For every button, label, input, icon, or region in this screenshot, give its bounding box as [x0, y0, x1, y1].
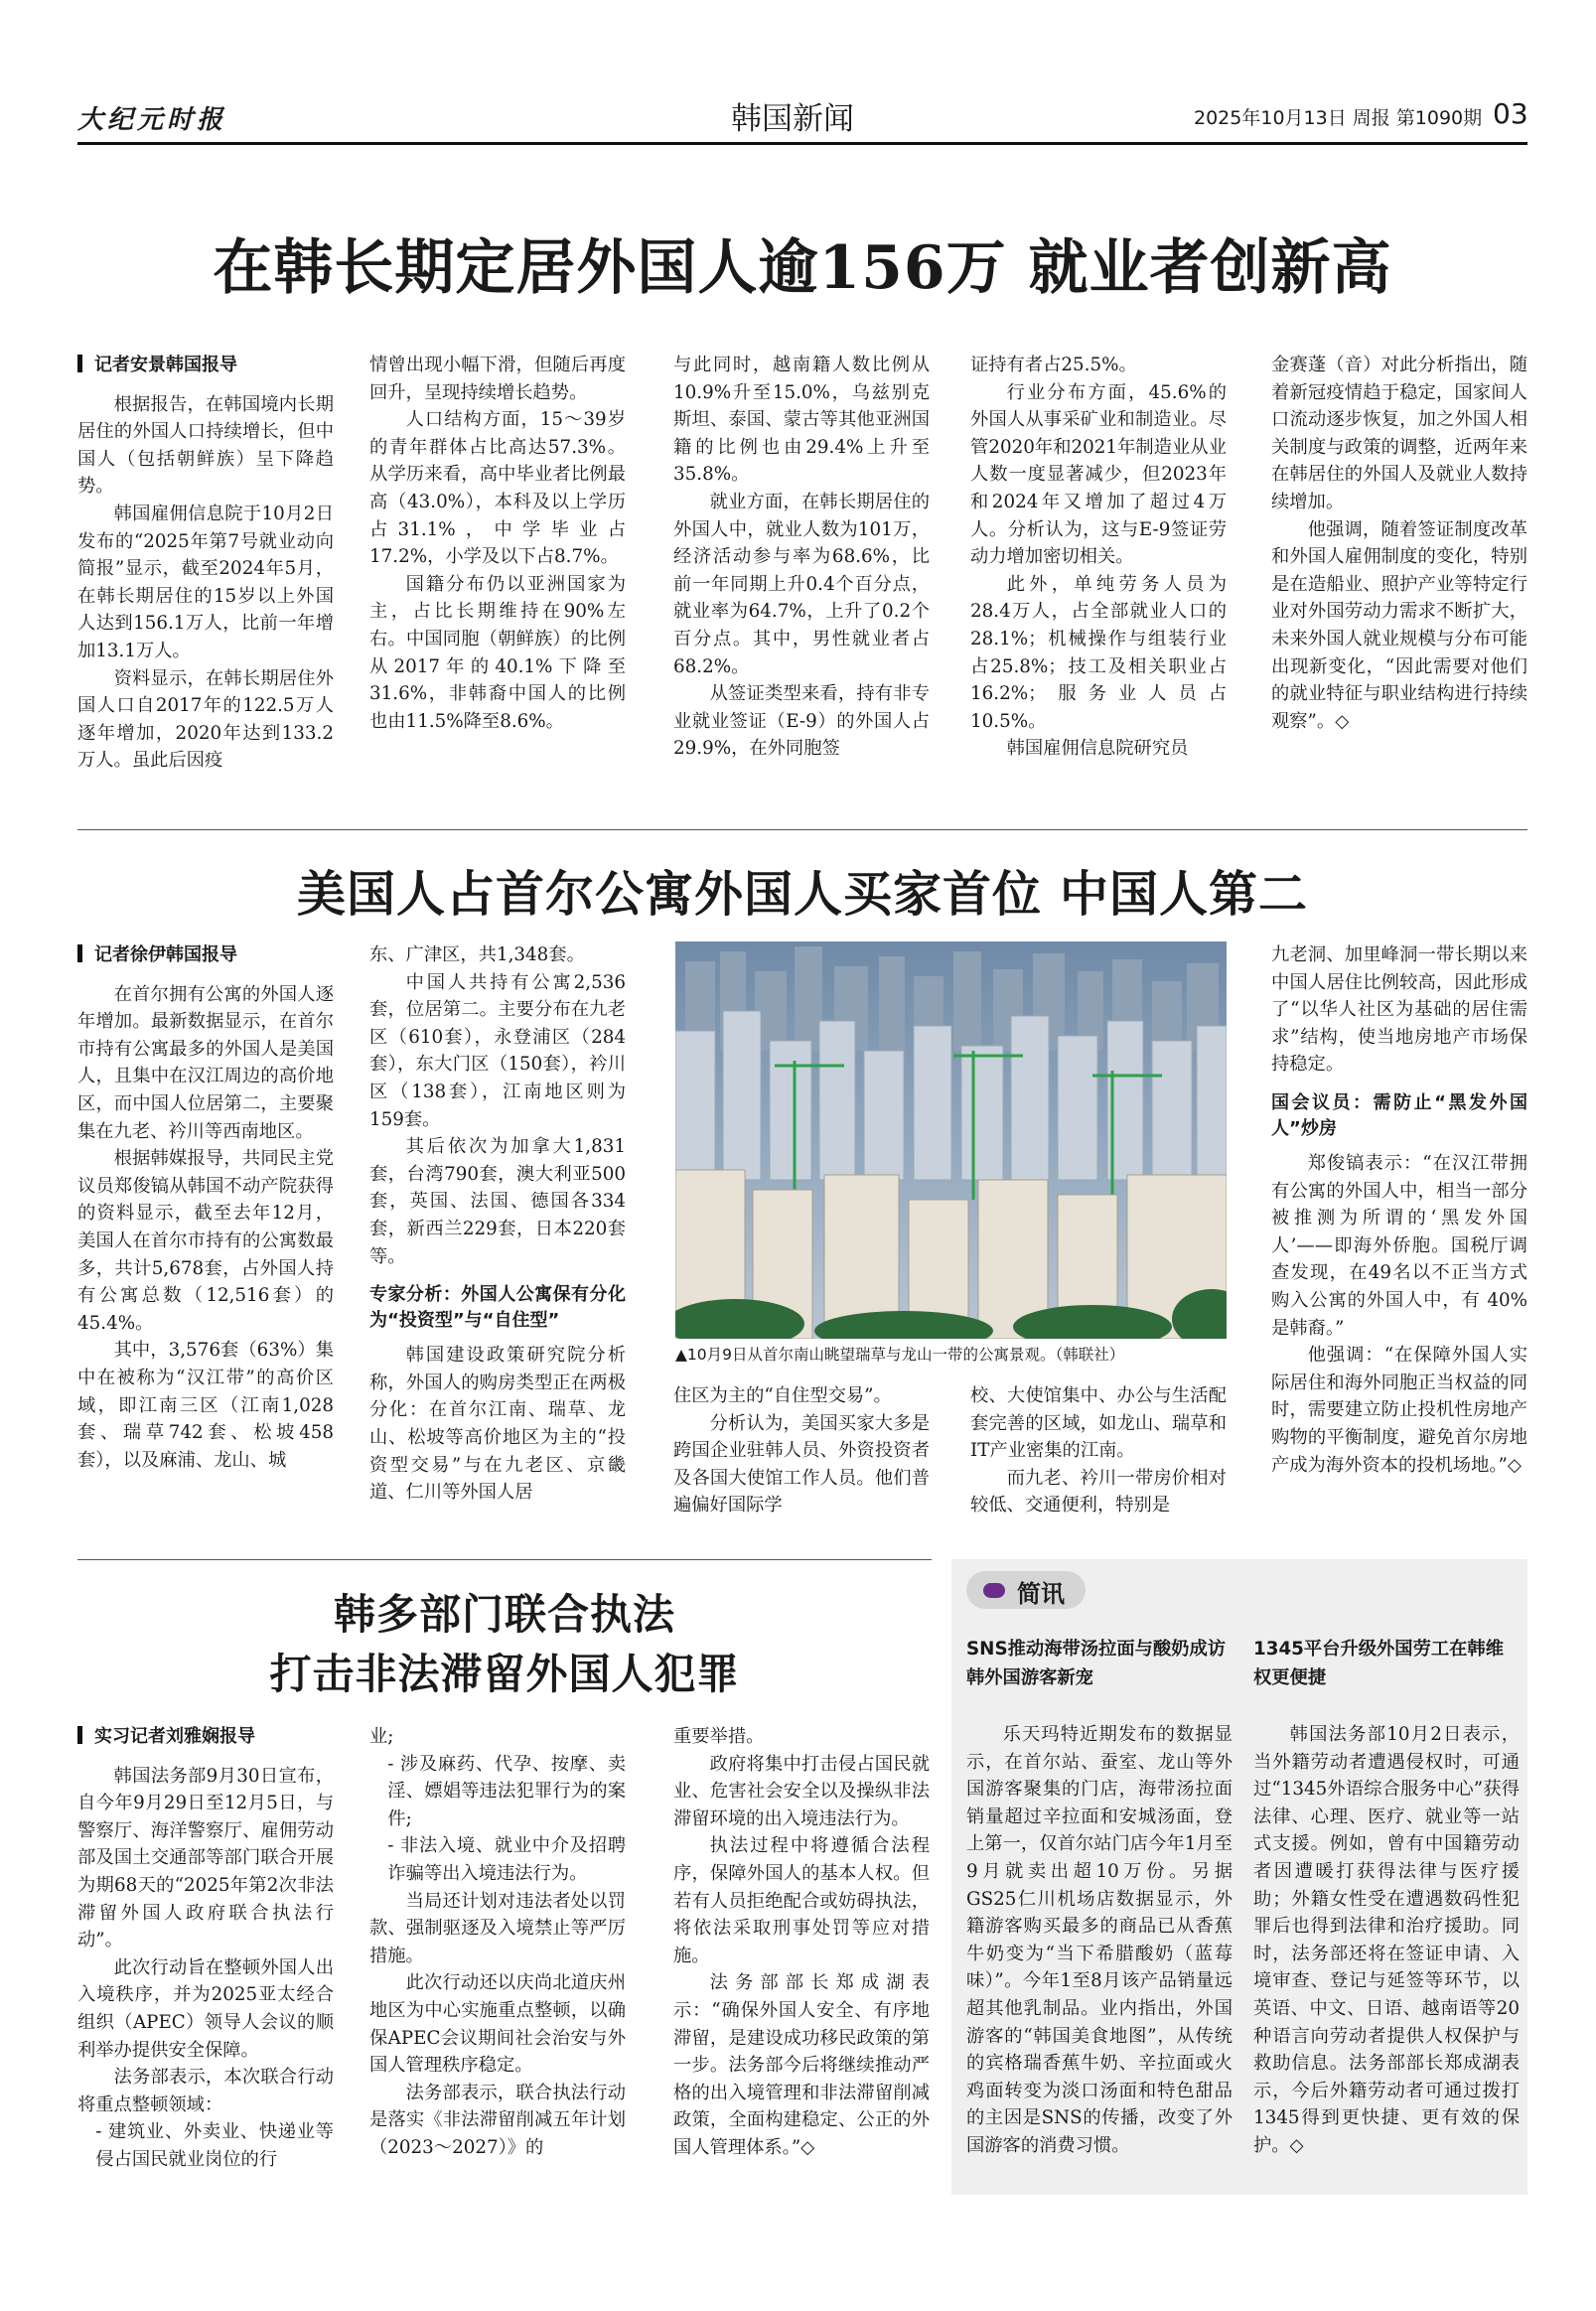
- paragraph: 中国人共持有公寓2,536套，位居第二。主要分布在九老区（610套），永登浦区（284套），东大门区（150套），衿川区（138套），江南地区则为159套。: [369, 971, 626, 1130]
- article3-headline-line2: 打击非法滞留外国人犯罪: [269, 1650, 740, 1698]
- brief1-body: [966, 1721, 1233, 2160]
- paragraph: 而九老、衿川一带房价相对较低、交通便利，特别是: [970, 1467, 1227, 1517]
- paragraph: 其后依次为加拿大1,831套，台湾790套，澳大利亚500套，英国、法国、德国各334套，新西兰229套，日本220套等。: [369, 1136, 626, 1267]
- paragraph: 当局还计划对违法者处以罚款、强制驱逐及入境禁止等严厉措施。: [369, 1890, 626, 1966]
- paragraph: 乐天玛特近期发布的数据显示，在首尔站、蚕室、龙山等外国游客聚集的门店，海带汤拉面销量超过辛拉面和安城汤面，登上第一，仅首尔站门店今年1月至9月就卖出超10万份。另据GS25仁川机场店数据显示，外籍游客购买最多的商品已从香蕉牛奶变为“当下希腊酸奶（蓝莓味）”。今年1至8月该产品销量远超其他乳制品。业内指出，外国游客的“韩国美食地图”，从传统的宾格瑞香蕉牛奶、辛拉面或火鸡面转变为淡口汤面和特色甜品的主因是SNS的传播，改变了外国游客的消费习惯。: [966, 1724, 1233, 2156]
- article2-column-2: [369, 941, 626, 1507]
- paragraph: 法务部部长郑成湖表示：“确保外国人安全、有序地滞留，是建设成功移民政策的第一步。法务部今后将继续推动严格的出入境管理和非法滞留削减政策，全面构建稳定、公正的外国人管理体系。”◇: [673, 1972, 930, 2158]
- article2-column-1: [77, 941, 334, 1474]
- article1-byline-text: 记者安景韩国报导: [94, 355, 237, 375]
- article3-byline: [77, 1723, 334, 1751]
- paragraph: 此外，单纯劳务人员为28.4万人，占全部就业人口的28.1%；机械操作与组装行业占25.8%；技工及相关职业占16.2%；服务业人员占10.5%。: [970, 573, 1227, 732]
- article2-column-4: [970, 1382, 1227, 1519]
- paragraph: 资料显示，在韩长期居住外国人口自2017年的122.5万人逐年增加，2020年达到133.2万人。虽此后因疫: [77, 667, 334, 772]
- article3-column-1: [77, 1723, 334, 2174]
- masthead-logo: 大纪元时报: [77, 105, 227, 135]
- paragraph: 根据韩媒报导，共同民主党议员郑俊镐从韩国不动产院获得的资料显示，截至去年12月，美国人在首尔市持有的公寓数最多，共计5,678套，占外国人持有公寓总数（12,516套）的45.4%。: [77, 1148, 334, 1334]
- paragraph: 从签证类型来看，持有非专业就业签证（E-9）的外国人占29.9%，在外同胞签: [673, 683, 930, 760]
- paragraph: 其中，3,576套（63%）集中在被称为“汉江带”的高价区域，即江南三区（江南1,028套、瑞草742套、松坡458套），以及麻浦、龙山、城: [77, 1340, 334, 1471]
- paragraph: 重要举措。: [673, 1726, 765, 1747]
- list-item: - 建筑业、外卖业、快递业等侵占国民就业岗位的行: [95, 2121, 334, 2170]
- article2-subhead-expert: 专家分析：外国人公寓保有分化为“投资型”与“自住型”: [369, 1284, 626, 1332]
- paragraph: 根据报告，在韩国境内长期居住的外国人口持续增长，但中国人（包括朝鲜族）呈下降趋势。: [77, 393, 334, 498]
- paragraph: 东、广津区，共1,348套。: [369, 944, 585, 965]
- article1-column-1: [77, 352, 334, 775]
- paragraph: 政府将集中打击侵占国民就业、危害社会安全以及操纵非法滞留环境的出入境违法行为。: [673, 1753, 930, 1829]
- article3-headline-line1: 韩多部门联合执法: [333, 1590, 675, 1639]
- paragraph: 韩国雇佣信息院研究员: [1006, 738, 1189, 760]
- article3-column-3: [673, 1723, 930, 2162]
- section-divider: [77, 829, 1527, 830]
- apartment-photo: [675, 941, 1227, 1339]
- article3-byline-text: 实习记者刘雅娴报导: [94, 1726, 255, 1747]
- article1-column-2: [369, 352, 626, 735]
- paragraph: 人口结构方面，15～39岁的青年群体占比高达57.3%。从学历来看，高中毕业者比例最高（43.0%），本科及以上学历占31.1%，中学毕业占17.2%，小学及以下占8.7%。: [369, 409, 626, 568]
- paragraph: 他强调：“在保障外国人实际居住和海外同胞正当权益的同时，需要建立防止投机性房地产购物的平衡制度，避免首尔房地产成为海外资本的投机场地。”◇: [1271, 1345, 1527, 1476]
- paragraph: 韩国建设政策研究院分析称，外国人的购房类型正在两极分化：在首尔江南、瑞草、龙山、松坡等高价地区为主的“投资型交易”与在九老区、京畿道、仁川等外国人居: [369, 1345, 626, 1504]
- paragraph: 就业方面，在韩长期居住的外国人中，就业人数为101万，经济活动参与率为68.6%，比前一年同期上升0.4个百分点，就业率为64.7%，上升了0.2个百分点。其中，男性就业者占68.2%。: [673, 491, 930, 677]
- list-item: 业;: [369, 1726, 394, 1747]
- paragraph: 此次行动旨在整顿外国人出入境秩序，并为2025亚太经合组织（APEC）领导人会议的顺利举办提供安全保障。: [77, 1956, 334, 2061]
- paragraph: 校、大使馆集中、办公与生活配套完善的区域，如龙山、瑞草和IT产业密集的江南。: [970, 1385, 1227, 1462]
- header-rule: [77, 142, 1527, 145]
- article2-headline: 美国人占首尔公寓外国人买家首位 中国人第二: [296, 865, 1309, 923]
- byline-marker: [77, 355, 82, 372]
- paragraph: 九老洞、加里峰洞一带长期以来中国人居住比例较高，因此形成了“以华人社区为基础的居住需求”结构，使当地房地产市场保持稳定。: [1271, 944, 1527, 1076]
- paragraph: 与此同时，越南籍人数比例从10.9%升至15.0%，乌兹别克斯坦、泰国、蒙古等其他亚洲国籍的比例也由29.4%上升至35.8%。: [673, 355, 930, 486]
- byline-marker: [77, 944, 82, 962]
- article2-column-3: [673, 1382, 930, 1519]
- paragraph: 法务部表示，本次联合行动将重点整顿领域：: [77, 2067, 334, 2115]
- article3-column-2: [369, 1723, 626, 2162]
- paragraph: 情曾出现小幅下滑，但随后再度回升，呈现持续增长趋势。: [369, 355, 626, 403]
- paragraph: 在首尔拥有公寓的外国人逐年增加。最新数据显示，在首尔市持有公寓最多的外国人是美国人，且集中在汉江周边的高价地区，而中国人位居第二，主要聚集在九老、衿川等西南地区。: [77, 983, 334, 1142]
- article1-headline: 在韩长期定居外国人逾156万 就业者创新高: [213, 233, 1392, 303]
- paragraph: 国籍分布仍以亚洲国家为主，占比长期维持在90%左右。中国同胞（朝鲜族）的比例从2017年的40.1%下降至31.6%，非韩裔中国人的比例也由11.5%降至8.6%。: [369, 573, 626, 732]
- photo-caption: ▲10月9日从首尔南山眺望瑞草与龙山一带的公寓景观。（韩联社）: [675, 1346, 1125, 1364]
- article1-column-3: [673, 352, 930, 763]
- apartment-skyline-image: [675, 941, 1227, 1339]
- paragraph: 证持有者占25.5%。: [970, 355, 1137, 375]
- paragraph: 韩国法务部10月2日表示，当外籍劳动者遭遇侵权时，可通过“1345外语综合服务中心”获得法律、心理、医疗、就业等一站式支援。例如，曾有中国籍劳动者因遭暖打获得法律与医疗援助；外籍女性受在遭遇数码性犯罪后也得到法律和治疗援助。同时，法务部还将在签证申请、入境审查、登记与延签等环节，以英语、中文、日语、越南语等20种语言向劳动者提供人权保护与救助信息。法务部部长郑成湖表示，今后外籍劳动者可通过拨打1345得到更快捷、更有效的保护。◇: [1253, 1724, 1520, 2156]
- page-number: 03: [1493, 97, 1528, 130]
- list-item: - 非法入境、就业中介及招聘诈骗等出入境违法行为。: [387, 1835, 626, 1884]
- paragraph: 行业分布方面，45.6%的外国人从事采矿业和制造业。尽管2020年和2021年制造业从业人数一度显著减少，但2023年和2024年又增加了超过4万人。分析认为，这与E-9签证劳动力增加密切相关。: [970, 381, 1227, 568]
- paragraph: 郑俊镐表示：“在汉江带拥有公寓的外国人中，相当一部分被推测为所谓的‘黑发外国人’——即海外侨胞。国税厅调查发现，在49名以不正当方式购入公寓的外国人中，有 40% 是韩裔。”: [1271, 1152, 1527, 1339]
- article1-column-4: [970, 352, 1227, 763]
- briefs-title: 简讯: [1017, 1580, 1065, 1608]
- paragraph: 韩国法务部9月30日宣布，自今年9月29日至12月5日，与警察厅、海洋警察厅、雇佣劳动部及国土交通部等部门联合开展为期68天的“2025年第2次非法滞留外国人政府联合执法行动”。: [77, 1765, 334, 1951]
- byline-marker: [77, 1726, 82, 1744]
- brief1-title: SNS推动海带汤拉面与酸奶成访韩外国游客新宠: [966, 1639, 1227, 1688]
- paragraph: 他强调，随着签证制度改革和外国人雇佣制度的变化，特别是在造船业、照护产业等特定行业对外国劳动力需求不断扩大，未来外国人就业规模与分布可能出现新变化，“因此需要对他们的就业特征与职业结构进行持续观察”。◇: [1271, 518, 1527, 732]
- article2-byline-text: 记者徐伊韩国报导: [94, 944, 237, 965]
- brief2-title: 1345平台升级外国劳工在韩维权更便捷: [1253, 1639, 1504, 1688]
- issue-dateline: 2025年10月13日 周报 第1090期: [1194, 107, 1483, 129]
- paragraph: 法务部表示，联合执法行动是落实《非法滞留削减五年计划（2023～2027）》的: [369, 2082, 626, 2158]
- paragraph: 此次行动还以庆尚北道庆州地区为中心实施重点整顿，以确保APEC会议期间社会治安与外国人管理秩序稳定。: [369, 1972, 626, 2077]
- list-item: - 涉及麻药、代孕、按摩、卖淫、嫖娼等违法犯罪行为的案件;: [387, 1753, 626, 1829]
- paragraph: 分析认为，美国买家大多是跨国企业驻韩人员、外资投资者及各国大使馆工作人员。他们普遍偏好国际学: [673, 1412, 930, 1517]
- section-title: 韩国新闻: [731, 101, 854, 137]
- paragraph: 韩国雇佣信息院于10月2日发布的“2025年第7号就业动向简报”显示，截至2024年5月，在韩长期居住的15岁以上外国人达到156.1万人，比前一年增加13.1万人。: [77, 503, 334, 661]
- article1-byline: [77, 352, 334, 379]
- brief2-body: [1253, 1721, 1520, 2160]
- paragraph: 执法过程中将遵循合法程序，保障外国人的基本人权。但若有人员拒绝配合或妨碍执法，将依法采取刑事处罚等应对措施。: [673, 1835, 930, 1966]
- article2-subhead-lawmaker: 国会议员：需防止“黑发外国人”炒房: [1271, 1091, 1527, 1139]
- paragraph: 住区为主的“自住型交易”。: [673, 1385, 892, 1406]
- section-divider: [77, 1559, 932, 1560]
- article1-column-5: [1271, 352, 1527, 735]
- article2-column-5: [1271, 941, 1527, 1479]
- paragraph: 金赛蓬（音）对此分析指出，随着新冠疫情趋于稳定，国家间人口流动逐步恢复，加之外国人相关制度与政策的调整，近两年来在韩居住的外国人及就业人数持续增加。: [1271, 355, 1527, 512]
- briefs-dot-icon: [983, 1583, 1005, 1598]
- article2-byline: [77, 941, 334, 969]
